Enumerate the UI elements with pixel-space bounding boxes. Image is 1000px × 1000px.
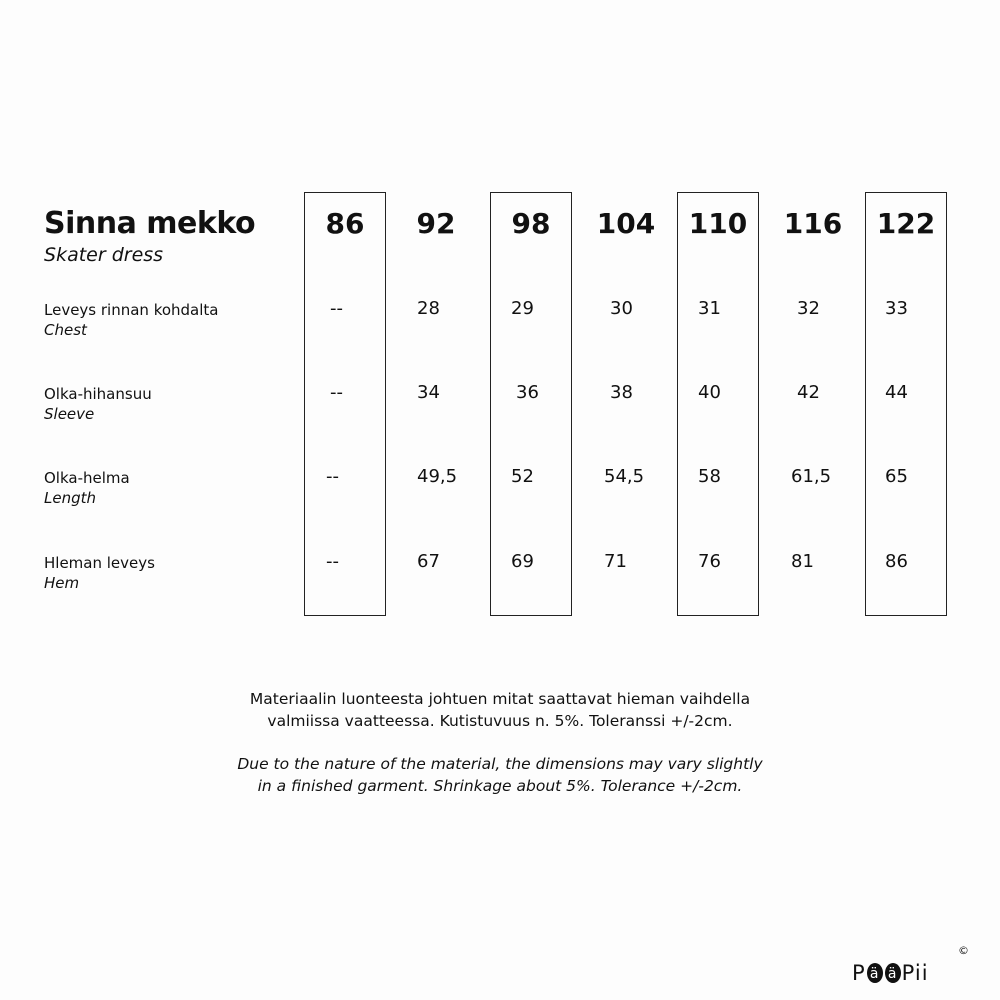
cell-sleeve-122: 44 — [885, 382, 908, 403]
note-fi-line-1: Materiaalin luonteesta johtuen mitat saattavat hieman vaihdella — [249, 690, 751, 708]
cell-length-92: 49,5 — [417, 466, 458, 487]
row-label-en: Sleeve — [44, 405, 95, 423]
brand-logo — [852, 958, 929, 988]
cell-hem-104: 71 — [604, 551, 627, 572]
size-header-104: 104 — [596, 207, 656, 240]
product-subtitle: Skater dress — [44, 244, 164, 266]
size-header-98: 98 — [511, 207, 551, 240]
row-label-hem — [44, 553, 155, 593]
cell-hem-92: 67 — [417, 551, 440, 572]
cell-length-104: 54,5 — [604, 466, 645, 487]
cell-hem-110: 76 — [698, 551, 721, 572]
cell-sleeve-92: 34 — [417, 382, 440, 403]
cell-chest-110: 31 — [698, 298, 721, 319]
cell-length-86: -- — [326, 466, 339, 487]
note-en-line-1: Due to the nature of the material, the dimensions may vary slightly — [237, 755, 763, 773]
note-english — [0, 753, 1000, 797]
row-label-fi: Olka-hihansuu — [44, 385, 152, 403]
size-header-110: 110 — [688, 207, 748, 240]
row-label-en: Chest — [44, 321, 87, 339]
cell-chest-98: 29 — [511, 298, 534, 319]
logo-a-icon: ä — [885, 963, 901, 983]
cell-chest-86: -- — [330, 298, 343, 319]
row-label-fi: Leveys rinnan kohdalta — [44, 301, 219, 319]
cell-hem-122: 86 — [885, 551, 908, 572]
row-label-en: Length — [44, 489, 97, 507]
cell-length-98: 52 — [511, 466, 534, 487]
row-label-sleeve — [44, 384, 152, 424]
cell-sleeve-110: 40 — [698, 382, 721, 403]
logo-letter-p: P — [852, 961, 866, 985]
logo-letters-pii: Pii — [901, 961, 929, 985]
cell-sleeve-86: -- — [330, 382, 343, 403]
cell-sleeve-116: 42 — [797, 382, 820, 403]
size-header-86: 86 — [325, 207, 365, 240]
size-header-116: 116 — [783, 207, 843, 240]
row-label-en: Hem — [44, 574, 80, 592]
note-en-line-2: in a finished garment. Shrinkage about 5%. Tolerance +/-2cm. — [257, 777, 743, 795]
logo-a-icon: ä — [867, 963, 883, 983]
cell-sleeve-104: 38 — [610, 382, 633, 403]
cell-chest-122: 33 — [885, 298, 908, 319]
row-label-length — [44, 468, 130, 508]
cell-length-110: 58 — [698, 466, 721, 487]
cell-sleeve-98: 36 — [516, 382, 539, 403]
cell-hem-98: 69 — [511, 551, 534, 572]
product-title: Sinna mekko — [44, 206, 256, 241]
cell-chest-104: 30 — [610, 298, 633, 319]
column-box-86 — [304, 192, 386, 616]
cell-hem-86: -- — [326, 551, 339, 572]
row-label-chest — [44, 300, 219, 340]
note-fi-line-2: valmiissa vaatteessa. Kutistuvuus n. 5%. Toleranssi +/-2cm. — [267, 712, 733, 730]
row-label-fi: Hleman leveys — [44, 554, 155, 572]
cell-chest-116: 32 — [797, 298, 820, 319]
note-finnish — [0, 688, 1000, 732]
size-header-122: 122 — [876, 207, 936, 240]
size-header-92: 92 — [416, 207, 456, 240]
row-label-fi: Olka-helma — [44, 469, 130, 487]
cell-length-116: 61,5 — [791, 466, 832, 487]
cell-hem-116: 81 — [791, 551, 814, 572]
cell-length-122: 65 — [885, 466, 908, 487]
cell-chest-92: 28 — [417, 298, 440, 319]
copyright-icon: © — [958, 944, 969, 957]
